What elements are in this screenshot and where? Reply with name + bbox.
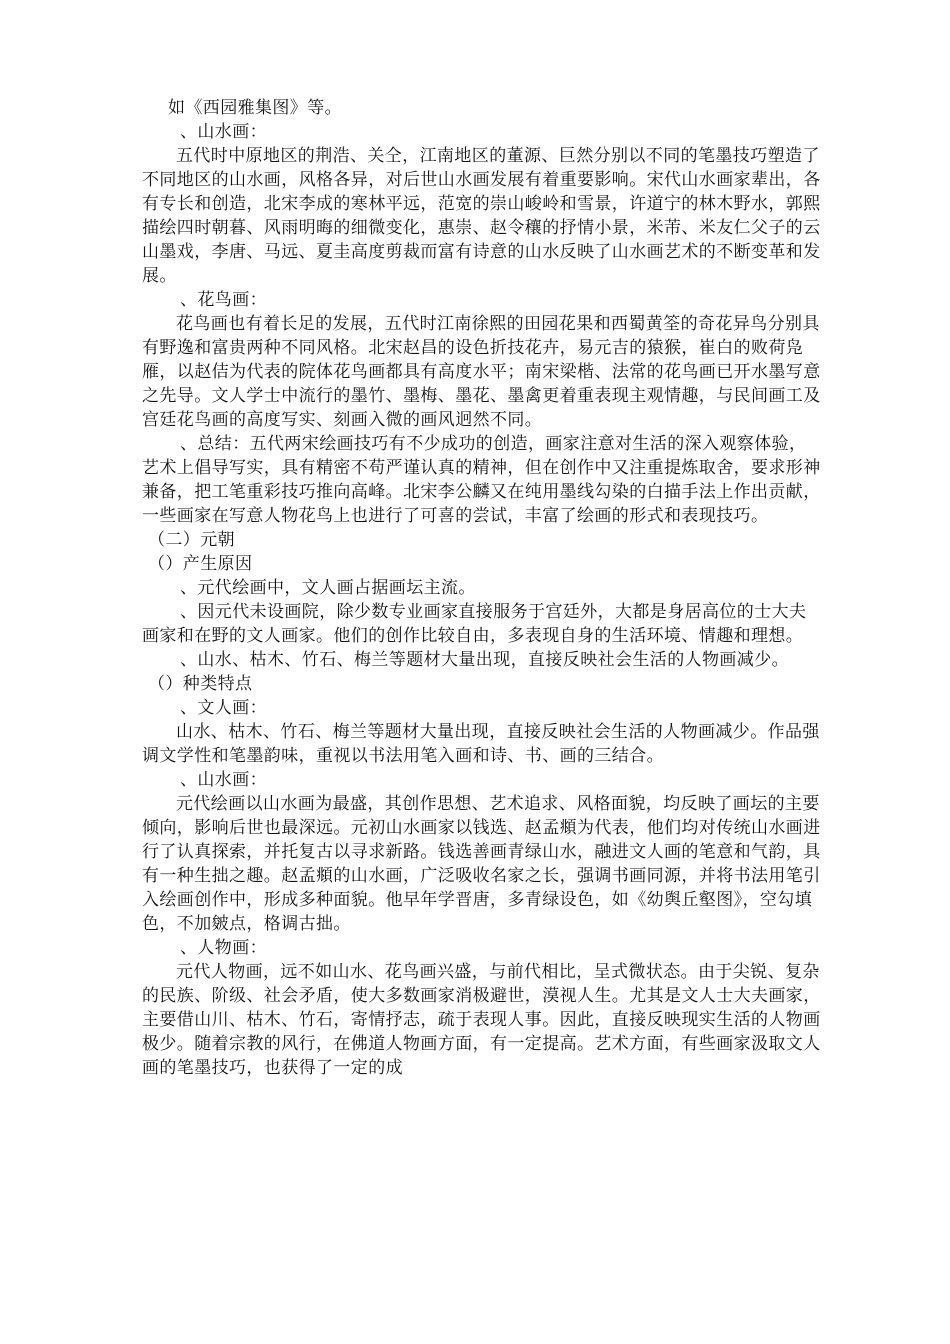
subheading-causes: （）产生原因	[148, 554, 253, 574]
paragraph-intro-line: 如《西园雅集图》等。	[168, 98, 342, 118]
paragraph-bird-flower: 花鸟画也有着长足的发展，五代时江南徐熙的田园花果和西蜀黄筌的奇花异鸟分别具有野逸和富贵两种不同风格。北宋赵昌的设色折技花卉，易元吉的猿猴，崔白的败荷凫雁，以赵佶为代表的院体花鸟画都具有高度水平；南宋梁楷、法常的花鸟画已开水墨写意之先导。文人学士中流行的墨竹、墨梅、墨花、墨禽更着重表现主观情趣，与民间画工及宫廷花鸟画的高度写实、刻画入微的画风迥然不同。	[142, 314, 821, 430]
paragraph-summary: 、总结：五代两宋绘画技巧有不少成功的创造，画家注意对生活的深入观察体验，艺术上倡导写实，具有精密不苟严谨认真的精神，但在创作中又注重提炼取舍，要求形神兼备，把工笔重彩技巧推向高峰。北宋李公麟又在纯用墨线勾染的白描手法上作出贡献，一些画家在写意人物花鸟上也进行了可喜的尝试，丰富了绘画的形式和表现技巧。	[142, 434, 821, 526]
paragraph-cause-3: 、山水、枯木、竹石、梅兰等题材大量出现，直接反映社会生活的人物画减少。	[180, 650, 789, 670]
heading-landscape-song: 、山水画：	[180, 122, 267, 142]
paragraph-landscape-yuan: 元代绘画以山水画为最盛，其创作思想、艺术追求、风格面貌，均反映了画坛的主要倾向，影响后世也最深远。元初山水画家以钱选、赵孟頫为代表，他们均对传统山水画进行了认真探索，并托复古以寻求新路。钱选善画青绿山水，融进文人画的笔意和气韵，具有一种生拙之趣。赵孟頫的山水画，广泛吸收名家之长，强调书画同源，并将书法用笔引入绘画创作中，形成多种面貌。他早年学晋唐，多青绿设色，如《幼舆丘壑图》，空勾填色，不加皴点，格调古拙。	[142, 794, 821, 934]
document-body	[142, 96, 822, 1080]
section-heading-yuan: （二）元朝	[148, 530, 235, 550]
heading-landscape-yuan: 、山水画：	[180, 770, 267, 790]
heading-figure: 、人物画：	[180, 938, 267, 958]
subheading-types: （）种类特点	[148, 674, 253, 694]
heading-literati: 、文人画：	[180, 698, 267, 718]
heading-bird-flower: 、花鸟画：	[180, 290, 267, 310]
paragraph-figure: 元代人物画，远不如山水、花鸟画兴盛，与前代相比，呈式微状态。由于尖锐、复杂的民族、阶级、社会矛盾，使大多数画家消极避世，漠视人生。尤其是文人士大夫画家，主要借山川、枯木、竹石，寄情抒志，疏于表现人事。因此，直接反映现实生活的人物画极少。随着宗教的风行，在佛道人物画方面，有一定提高。艺术方面，有些画家汲取文人画的笔墨技巧，也获得了一定的成	[142, 962, 821, 1078]
paragraph-cause-2: 、因元代未设画院，除少数专业画家直接服务于宫廷外，大都是身居高位的士大夫画家和在野的文人画家。他们的创作比较自由，多表现自身的生活环境、情趣和理想。	[142, 602, 807, 646]
paragraph-landscape-song: 五代时中原地区的荆浩、关仝，江南地区的董源、巨然分别以不同的笔墨技巧塑造了不同地区的山水画，风格各异，对后世山水画发展有着重要影响。宋代山水画家辈出，各有专长和创造，北宋李成的寒林平远，范宽的崇山峻岭和雪景，许道宁的林木野水，郭熙描绘四时朝暮、风雨明晦的细微变化，惠崇、赵令穰的抒情小景，米芾、米友仁父子的云山墨戏，李唐、马远、夏圭高度剪裁而富有诗意的山水反映了山水画艺术的不断变革和发展。	[142, 146, 821, 286]
paragraph-cause-1: 、元代绘画中，文人画占据画坛主流。	[180, 578, 476, 598]
paragraph-literati: 山水、枯木、竹石、梅兰等题材大量出现，直接反映社会生活的人物画减少。作品强调文学性和笔墨韵味，重视以书法用笔入画和诗、书、画的三结合。	[142, 722, 820, 766]
